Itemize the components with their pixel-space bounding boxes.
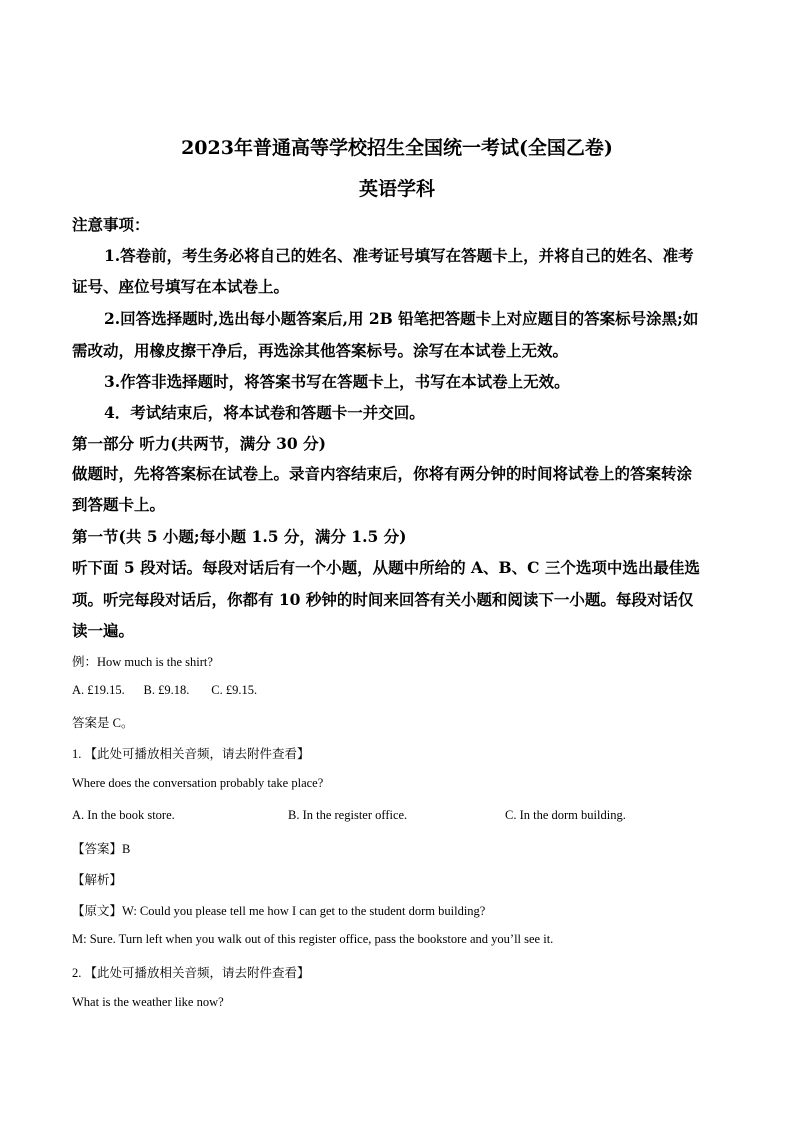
notice-item-1-line-1: 1.答卷前，考生务必将自己的姓名、准考证号填写在答题卡上，并将自己的姓名、准考 (104, 246, 694, 265)
question-1-option-b: B. In the register office. (288, 808, 408, 822)
example-question: 例：How much is the shirt? (72, 655, 213, 669)
question-2-text: What is the weather like now? (72, 995, 224, 1009)
section1-instruction-line-3: 读一遍。 (72, 621, 135, 640)
notice-item-2-line-2: 需改动，用橡皮擦干净后，再选涂其他答案标号。涂写在本试卷上无效。 (72, 341, 569, 360)
question-1-transcript-line-1: 【原文】W: Could you please tell me how I can get to the student dorm building? (72, 904, 486, 918)
section1-heading: 第一节(共 5 小题;每小题 1.5 分，满分 1.5 分) (72, 527, 407, 546)
question-1-option-c: C. In the dorm building. (505, 808, 626, 822)
part1-heading: 第一部分 听力(共两节，满分 30 分) (72, 434, 326, 453)
example-options: A. £19.15. B. £9.18. C. £9.15. (72, 683, 258, 697)
question-1-transcript-line-2: M: Sure. Turn left when you walk out of this register office, pass the bookstore and you’ll see it. (72, 932, 554, 946)
question-1-answer: 【答案】B (72, 842, 131, 856)
question-1-text: Where does the conversation probably take place? (72, 776, 324, 790)
notice-heading: 注意事项： (72, 215, 150, 234)
notice-item-3: 3.作答非选择题时，将答案书写在答题卡上，书写在本试卷上无效。 (104, 372, 570, 391)
part1-instruction-line-1: 做题时，先将答案标在试卷上。录音内容结束后，你将有两分钟的时间将试卷上的答案转涂 (72, 464, 693, 483)
question-1-option-a: A. In the book store. (72, 808, 175, 822)
question-1-header: 1. 【此处可播放相关音频，请去附件查看】 (72, 747, 310, 761)
subject-title: 英语学科 (358, 178, 435, 200)
example-answer: 答案是 C。 (72, 716, 134, 730)
notice-item-1-line-2: 证号、座位号填写在本试卷上。 (72, 277, 290, 296)
exam-title: 2023年普通高等学校招生全国统一考试(全国乙卷) (181, 137, 613, 159)
section1-instruction-line-1: 听下面 5 段对话。每段对话后有一个小题，从题中所给的 A、B、C 三个选项中选出最佳选 (72, 558, 700, 577)
part1-instruction-line-2: 到答题卡上。 (72, 495, 166, 514)
notice-item-4: 4．考试结束后，将本试卷和答题卡一并交回。 (104, 403, 425, 422)
notice-item-2-line-1: 2.回答选择题时,选出每小题答案后,用 2B 铅笔把答题卡上对应题目的答案标号涂黑;如 (104, 309, 699, 328)
section1-instruction-line-2: 项。听完每段对话后，你都有 10 秒钟的时间来回答有关小题和阅读下一小题。每段对话仅 (72, 590, 694, 609)
question-2-header: 2. 【此处可播放相关音频，请去附件查看】 (72, 966, 310, 980)
question-1-analysis: 【解析】 (72, 873, 123, 887)
